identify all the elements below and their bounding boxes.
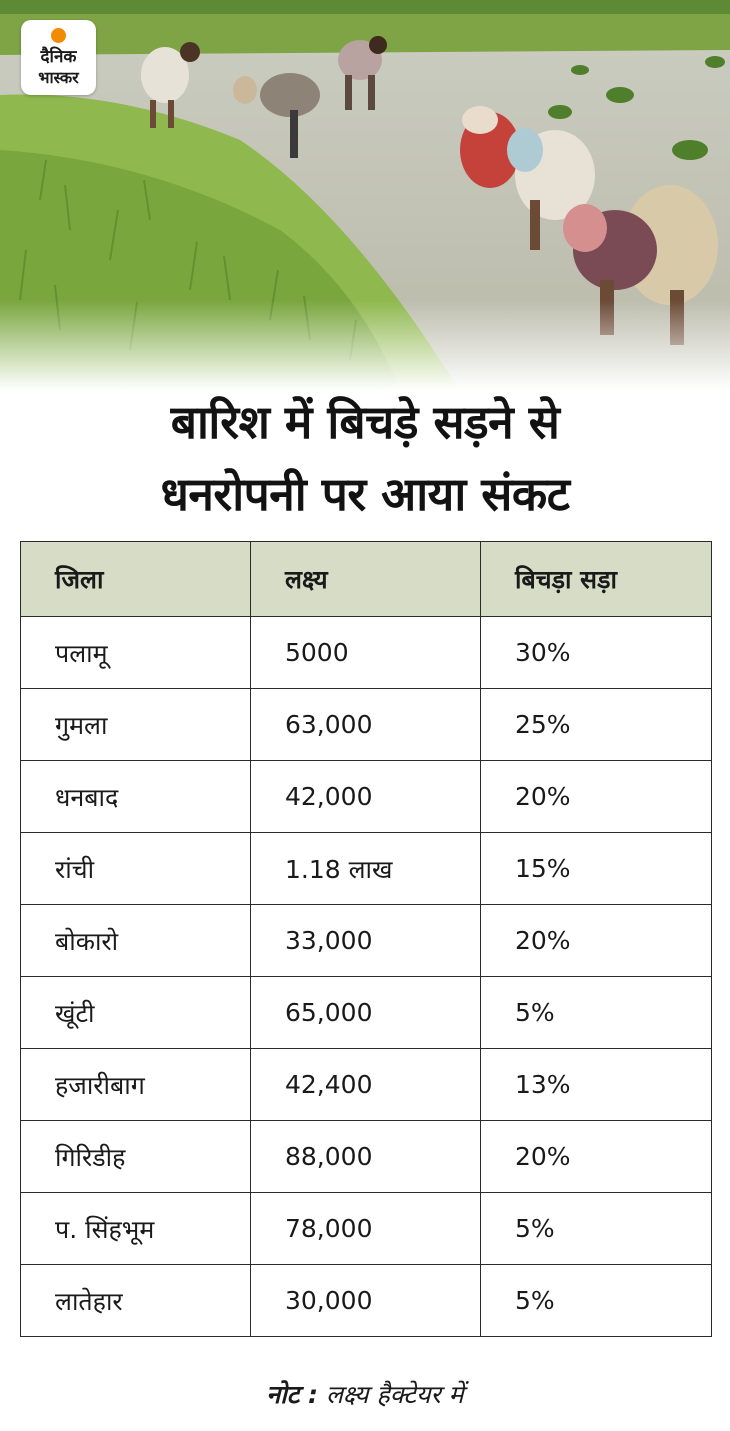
- cell-target: 78,000: [251, 1193, 481, 1265]
- table-row: [21, 1193, 712, 1265]
- column-header-target: लक्ष्य: [251, 542, 481, 617]
- district-data-table: [20, 541, 712, 1337]
- dainik-bhaskar-logo: [21, 20, 96, 95]
- cell-target: 65,000: [251, 977, 481, 1049]
- rice-field-photo: [0, 0, 730, 390]
- cell-target: 1.18 लाख: [251, 833, 481, 905]
- table-row: [21, 1265, 712, 1337]
- cell-rotten-percent: 15%: [481, 833, 712, 905]
- cell-target: 88,000: [251, 1121, 481, 1193]
- table-header-row: [21, 542, 712, 617]
- headline-line-1: बारिश में बिचड़े सड़ने से: [170, 395, 560, 449]
- cell-district: धनबाद: [21, 761, 251, 833]
- cell-district: गुमला: [21, 689, 251, 761]
- cell-district: खूंटी: [21, 977, 251, 1049]
- cell-rotten-percent: 5%: [481, 977, 712, 1049]
- table-row: [21, 1049, 712, 1121]
- cell-district: प. सिंहभूम: [21, 1193, 251, 1265]
- hero-photo: [0, 0, 730, 390]
- cell-rotten-percent: 20%: [481, 905, 712, 977]
- table-row: [21, 1121, 712, 1193]
- table-row: [21, 761, 712, 833]
- headline-line-2: धनरोपनी पर आया संकट: [160, 467, 570, 521]
- footnote-text: लक्ष्य हैक्टेयर में: [318, 1380, 464, 1409]
- cell-rotten-percent: 25%: [481, 689, 712, 761]
- table-row: [21, 833, 712, 905]
- logo-text-line1: दैनिक: [40, 47, 77, 67]
- cell-rotten-percent: 20%: [481, 1121, 712, 1193]
- footnote-label: नोट :: [266, 1380, 319, 1409]
- logo-text-line2: भास्कर: [38, 68, 79, 87]
- cell-target: 30,000: [251, 1265, 481, 1337]
- cell-rotten-percent: 5%: [481, 1193, 712, 1265]
- cell-rotten-percent: 30%: [481, 617, 712, 689]
- cell-rotten-percent: 20%: [481, 761, 712, 833]
- table-row: [21, 977, 712, 1049]
- column-header-seedlings-rotten: बिचड़ा सड़ा: [481, 542, 712, 617]
- cell-district: हजारीबाग: [21, 1049, 251, 1121]
- cell-district: बोकारो: [21, 905, 251, 977]
- cell-target: 5000: [251, 617, 481, 689]
- cell-district: गिरिडीह: [21, 1121, 251, 1193]
- cell-district: पलामू: [21, 617, 251, 689]
- table-row: [21, 905, 712, 977]
- cell-target: 33,000: [251, 905, 481, 977]
- cell-target: 63,000: [251, 689, 481, 761]
- cell-rotten-percent: 13%: [481, 1049, 712, 1121]
- table-row: [21, 689, 712, 761]
- cell-district: रांची: [21, 833, 251, 905]
- table-row: [21, 617, 712, 689]
- cell-target: 42,400: [251, 1049, 481, 1121]
- sun-icon: [51, 28, 66, 43]
- cell-rotten-percent: 5%: [481, 1265, 712, 1337]
- headline: [0, 386, 730, 530]
- cell-district: लातेहार: [21, 1265, 251, 1337]
- cell-target: 42,000: [251, 761, 481, 833]
- column-header-district: जिला: [21, 542, 251, 617]
- footnote: [0, 1377, 730, 1411]
